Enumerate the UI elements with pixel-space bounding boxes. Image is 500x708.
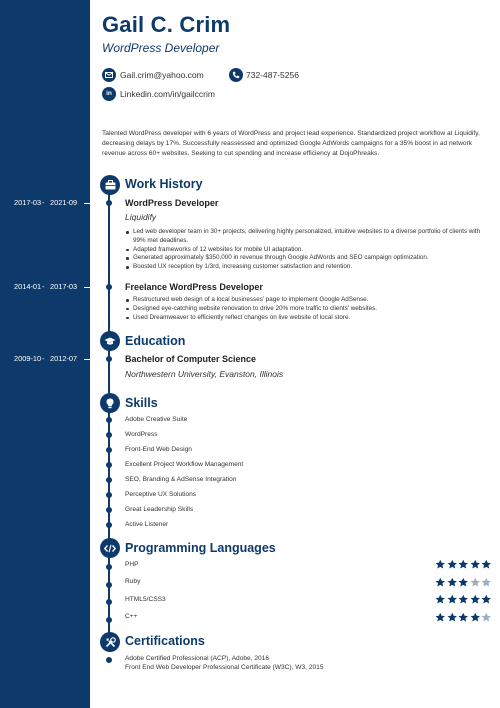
star-filled-icon: [458, 577, 469, 588]
section-title-education: Education: [125, 334, 186, 348]
timeline-dot: [106, 492, 112, 498]
list-item: Led web developer team in 30+ projects, delivering highly personalized, intuitive websites to a diverse portfolio of clients with 99% met deadlines.: [125, 228, 487, 246]
language-rating: [435, 612, 492, 623]
skill-item: Front-End Web Design: [125, 446, 192, 453]
timeline-dot: [106, 432, 112, 438]
certification-item: Front End Web Developer Professional Certificate (W3C), W3, 2015: [125, 664, 324, 671]
skill-item: Great Leadership Skills: [125, 506, 194, 513]
job-title: WordPress Developer: [102, 41, 220, 55]
timeline-dot: [106, 462, 112, 468]
timeline-dot: [106, 477, 112, 483]
contact-phone[interactable]: 732-487-5256: [246, 70, 299, 80]
language-name: PHP: [125, 561, 139, 568]
star-filled-icon: [470, 594, 481, 605]
star-filled-icon: [435, 594, 446, 605]
star-filled-icon: [458, 612, 469, 623]
graduation-cap-icon: [100, 331, 120, 351]
language-name: C++: [125, 613, 138, 620]
star-empty-icon: [481, 612, 492, 623]
job-bullets: [125, 228, 487, 272]
section-title-certifications: Certifications: [125, 634, 205, 648]
date-connector: [84, 359, 90, 360]
star-empty-icon: [470, 577, 481, 588]
lightbulb-icon: [100, 393, 120, 413]
skill-item: Excellent Project Workflow Management: [125, 461, 244, 468]
list-item: Designed eye-catching website renovation to drive 20% more traffic to clients' websites.: [125, 305, 487, 314]
phone-icon: [229, 68, 243, 82]
language-rating: [435, 594, 492, 605]
envelope-icon: [102, 68, 116, 82]
timeline-dot: [106, 417, 112, 423]
star-empty-icon: [481, 577, 492, 588]
timeline-dot: [106, 582, 112, 588]
list-item: Used Dreamweaver to efficiently reflect changes on live website of local store.: [125, 314, 487, 323]
job-role: Freelance WordPress Developer: [125, 282, 263, 292]
star-filled-icon: [458, 594, 469, 605]
language-name: Ruby: [125, 578, 141, 585]
star-filled-icon: [447, 559, 458, 570]
timeline-dot: [106, 564, 112, 570]
list-item: Restructured web design of a local businesses' page to implement Google AdSense.: [125, 296, 487, 305]
skill-item: Active Listener: [125, 521, 169, 528]
section-title-work: Work History: [125, 177, 203, 191]
timeline-dot: [106, 507, 112, 513]
timeline-dot: [106, 617, 112, 623]
section-title-skills: Skills: [125, 396, 158, 410]
skill-item: Adobe Creative Suite: [125, 416, 188, 423]
star-filled-icon: [435, 612, 446, 623]
star-filled-icon: [470, 559, 481, 570]
star-filled-icon: [447, 594, 458, 605]
star-filled-icon: [458, 559, 469, 570]
profile-summary: Talented WordPress developer with 6 years of WordPress and project lead experience. Standardized project workflow at Liquidify, decreasing delays by 17%. Successfully reassessed and optimized Google AdWords campaigns for a 35% boost in ad network revenue across 60+ websites. Seeking to cut spending and increase efficiency at DojoPhreaks.: [102, 130, 480, 157]
candidate-name: Gail C. Crim: [102, 12, 231, 37]
star-filled-icon: [447, 577, 458, 588]
skill-item: SEO, Branding & AdSense Integration: [125, 476, 237, 483]
section-title-languages: Programming Languages: [125, 541, 276, 555]
list-item: Generated approximately $350,000 in revenue through Google AdWords and SEO campaign optimization.: [125, 254, 487, 263]
timeline-dot: [106, 599, 112, 605]
timeline-dot: [106, 200, 112, 206]
star-filled-icon: [435, 559, 446, 570]
school: Northwestern University, Evanston, Illinois: [125, 369, 284, 379]
timeline-dot: [106, 356, 112, 362]
list-item: Adapted frameworks of 12 websites for mobile UI adaptation.: [125, 246, 487, 255]
contact-linkedin[interactable]: Linkedin.com/in/gailccrim: [120, 89, 215, 99]
star-filled-icon: [481, 594, 492, 605]
timeline-dot: [106, 522, 112, 528]
language-name: HTML5/CSS3: [125, 596, 166, 603]
skill-item: Perceptive UX Solutions: [125, 491, 197, 498]
star-filled-icon: [447, 612, 458, 623]
job-bullets: [125, 296, 487, 322]
job-role: WordPress Developer: [125, 198, 219, 208]
linkedin-icon: in: [102, 87, 116, 101]
date-connector: [84, 203, 90, 204]
list-item: Boosted UX reception by 1/3rd, increasing customer satisfaction and retention.: [125, 263, 487, 272]
date-connector: [84, 287, 90, 288]
tools-icon: [100, 632, 120, 652]
star-filled-icon: [470, 612, 481, 623]
contact-email[interactable]: Gail.crim@yahoo.com: [120, 70, 204, 80]
code-icon: [100, 538, 120, 558]
star-filled-icon: [481, 559, 492, 570]
timeline-dot: [106, 447, 112, 453]
language-rating: [435, 559, 492, 570]
timeline-dot: [106, 657, 112, 663]
certification-item: Adobe Certified Professional (ACP), Adobe, 2016: [125, 655, 270, 662]
timeline-dot: [106, 284, 112, 290]
degree: Bachelor of Computer Science: [125, 354, 257, 364]
skill-item: WordPress: [125, 431, 158, 438]
briefcase-icon: [100, 175, 120, 195]
language-rating: [435, 577, 492, 588]
star-filled-icon: [435, 577, 446, 588]
job-company: Liquidify: [125, 212, 157, 222]
